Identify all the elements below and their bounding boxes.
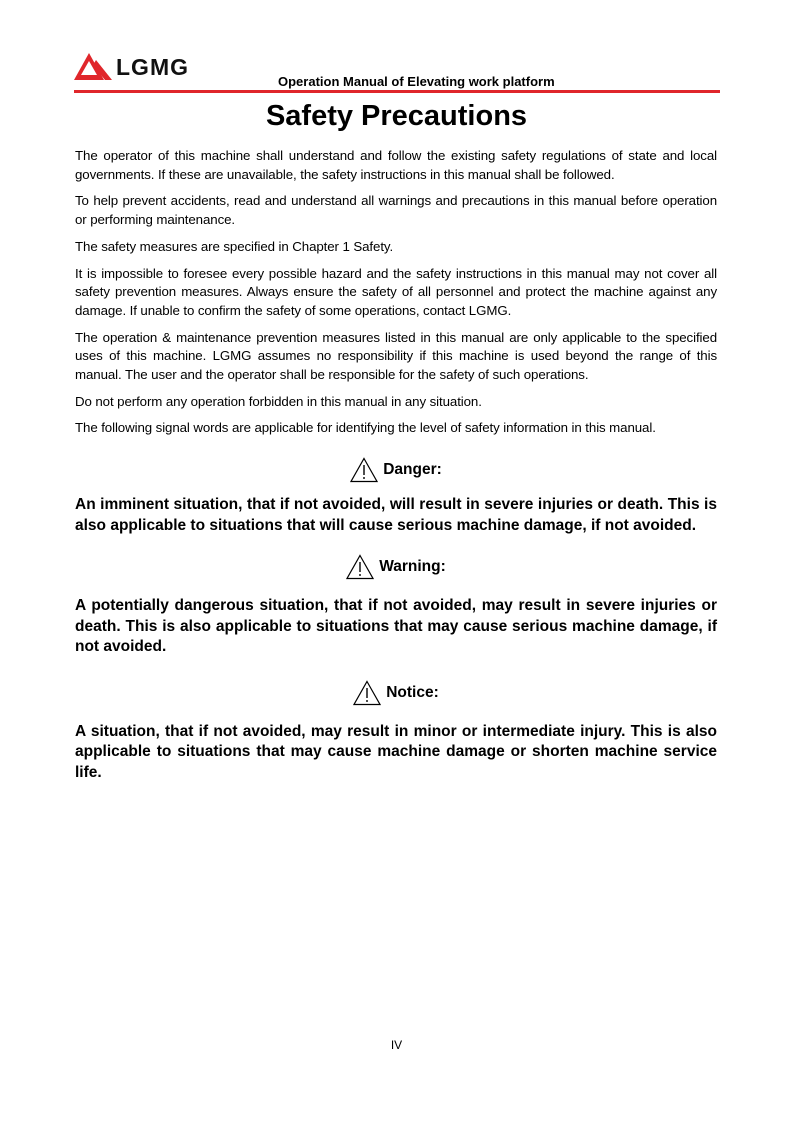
paragraph: The following signal words are applicable for identifying the level of safety information in this manual. xyxy=(75,420,656,436)
paragraph: It is impossible to foresee every possible hazard and the safety instructions in this manual may not cover all safety prevention measures. Always ensure the safety of all personnel and protect the machine against any damage. If unable to confirm the safety of some operations, contact LGMG. xyxy=(75,265,717,318)
paragraph: The safety measures are specified in Chapter 1 Safety. xyxy=(75,238,394,254)
main-content xyxy=(75,147,717,783)
header-divider xyxy=(74,90,720,93)
signal-warning-heading xyxy=(75,552,717,582)
page-header xyxy=(74,48,720,94)
signal-notice-heading xyxy=(75,678,717,708)
paragraph: Do not perform any operation forbidden in this manual in any situation. xyxy=(75,393,482,409)
warning-triangle-icon xyxy=(346,554,374,580)
lgmg-logo-icon xyxy=(74,52,112,82)
signal-label: Warning: xyxy=(379,558,446,576)
paragraph: The operator of this machine shall understand and follow the existing safety regulations of state and local governments. If these are unavailable, the safety instructions in this manual shall be followed. xyxy=(75,148,717,182)
warning-triangle-icon xyxy=(350,457,378,483)
paragraph: The operation & maintenance prevention measures listed in this manual are only applicable to the specified uses of this machine. LGMG assumes no responsibility if this machine is used beyond the range of this manual. The user and the operator shall be responsible for the safety of such operations. xyxy=(75,329,717,383)
page-title: Safety Precautions xyxy=(265,100,528,132)
signal-label: Danger: xyxy=(383,461,442,479)
brand-name: LGMG xyxy=(116,53,189,80)
signal-danger-heading xyxy=(75,455,717,485)
paragraph: To help prevent accidents, read and understand all warnings and precautions in this manual before operation or performing maintenance. xyxy=(75,193,717,228)
document-title: Operation Manual of Elevating work platform xyxy=(278,74,555,89)
signal-label: Notice: xyxy=(386,683,439,701)
page-number: IV xyxy=(390,1038,403,1052)
signal-description: A situation, that if not avoided, may result in minor or intermediate injury. This is also applicable to situations that may cause machine damage or shorten machine service life. xyxy=(75,722,717,781)
warning-triangle-icon xyxy=(353,680,381,706)
signal-description: An imminent situation, that if not avoided, will result in severe injuries or death. This is also applicable to situations that will cause serious machine damage, if not avoided. xyxy=(75,496,717,534)
signal-description: A potentially dangerous situation, that if not avoided, may result in severe injuries or death. This is also applicable to situations that may cause serious machine damage, if not avoided. xyxy=(75,597,717,656)
brand-logo xyxy=(74,52,189,82)
